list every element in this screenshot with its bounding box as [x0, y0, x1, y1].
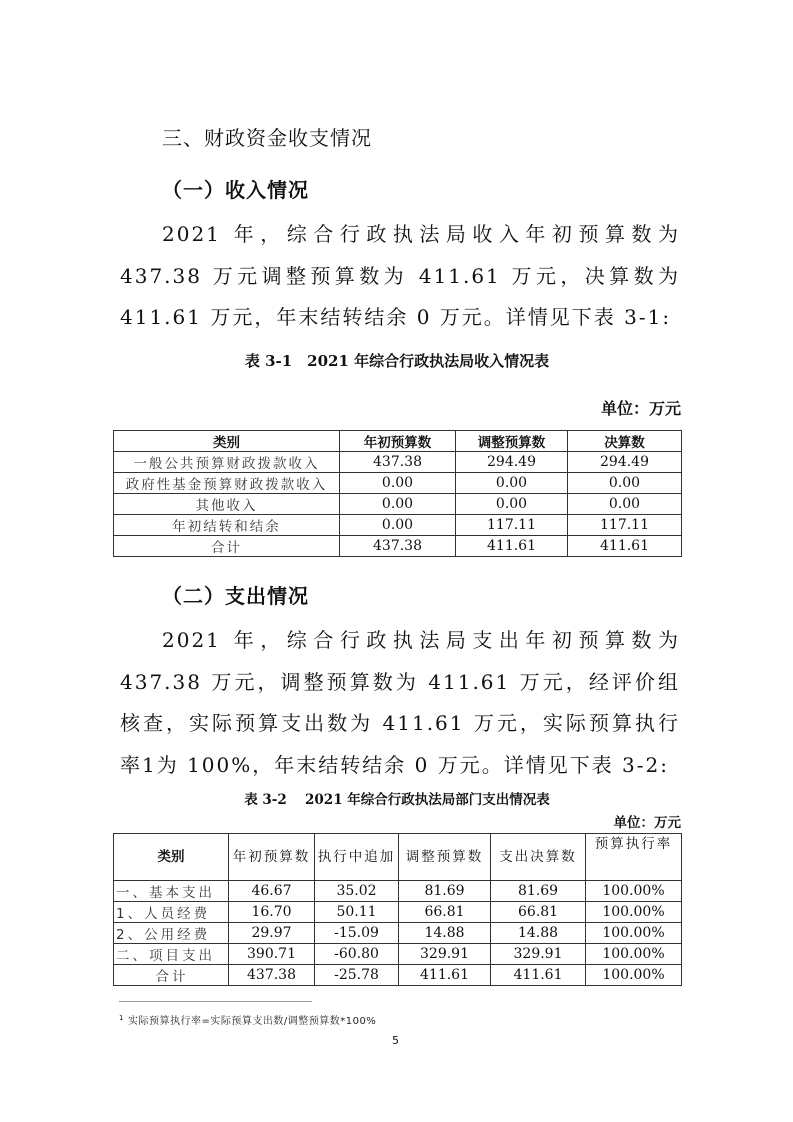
income-heading: （一）收入情况	[162, 178, 309, 202]
cell-value: 411.61	[399, 965, 491, 986]
cell-value: 329.91	[399, 944, 491, 965]
expense-table	[113, 833, 682, 986]
cell-value: 411.61	[491, 965, 586, 986]
col-header-adjusted-budget: 调整预算数	[456, 431, 568, 452]
cell-value: 0.00	[456, 494, 568, 515]
cell-value: 66.81	[491, 902, 586, 923]
cell-value: -25.78	[315, 965, 399, 986]
table-row	[114, 923, 682, 944]
table-row-total	[114, 536, 682, 557]
table-row	[114, 494, 682, 515]
cell-value: -60.80	[315, 944, 399, 965]
cell-value: 50.11	[315, 902, 399, 923]
cell-value: 0.00	[340, 515, 456, 536]
cell-value: 46.67	[229, 881, 315, 902]
cell-value: 0.00	[568, 494, 682, 515]
income-paragraph: 2021 年，综合行政执法局收入年初预算数为 437.38 万元调整预算数为 411.61 万元，决算数为 411.61 万元，年末结转结余 0 万元。详情见下表 3-1:	[120, 222, 680, 329]
footnote-separator	[119, 1001, 312, 1002]
cell-value: 0.00	[456, 473, 568, 494]
table-row	[114, 515, 682, 536]
cell-value: 294.49	[568, 452, 682, 473]
cell-value: 437.38	[229, 965, 315, 986]
cell-value: 294.49	[456, 452, 568, 473]
cell-value: 100.00%	[586, 965, 682, 986]
col-header-initial-budget: 年初预算数	[229, 834, 315, 881]
cell-value: 16.70	[229, 902, 315, 923]
row-label: 一、基本支出	[114, 881, 229, 902]
row-label: 政府性基金预算财政拨款收入	[114, 473, 340, 494]
cell-value: 390.71	[229, 944, 315, 965]
footnote-marker: 1	[119, 1013, 124, 1022]
cell-value: -15.09	[315, 923, 399, 944]
col-header-category: 类别	[114, 431, 340, 452]
table-row	[114, 452, 682, 473]
income-table-caption: 表 3-1 2021 年综合行政执法局收入情况表	[244, 352, 550, 370]
table-row-total	[114, 965, 682, 986]
cell-value: 437.38	[340, 536, 456, 557]
page-number: 5	[392, 1034, 399, 1047]
cell-value: 100.00%	[586, 881, 682, 902]
table-row	[114, 944, 682, 965]
cell-value: 0.00	[340, 494, 456, 515]
table-row	[114, 881, 682, 902]
footnote	[119, 1012, 376, 1027]
cell-value: 0.00	[568, 473, 682, 494]
row-label: 其他收入	[114, 494, 340, 515]
expense-table-header-row	[114, 834, 682, 881]
cell-value: 100.00%	[586, 923, 682, 944]
cell-value: 117.11	[568, 515, 682, 536]
cell-value: 329.91	[491, 944, 586, 965]
income-table-unit: 单位：万元	[600, 399, 681, 418]
col-header-in-year-addition: 执行中追加	[315, 834, 399, 881]
cell-value: 437.38	[340, 452, 456, 473]
income-table	[113, 430, 682, 557]
cell-value: 0.00	[340, 473, 456, 494]
row-label: 合计	[114, 536, 340, 557]
footnote-text: 实际预算执行率=实际预算支出数/调整预算数*100%	[127, 1016, 377, 1027]
row-label: 1、人员经费	[114, 902, 229, 923]
expense-table-unit: 单位：万元	[613, 815, 681, 831]
row-label: 年初结转和结余	[114, 515, 340, 536]
cell-value: 411.61	[456, 536, 568, 557]
cell-value: 81.69	[399, 881, 491, 902]
col-header-initial-budget: 年初预算数	[340, 431, 456, 452]
cell-value: 100.00%	[586, 944, 682, 965]
cell-value: 81.69	[491, 881, 586, 902]
col-header-expense-final: 支出决算数	[491, 834, 586, 881]
cell-value: 117.11	[456, 515, 568, 536]
col-header-final-accounts: 决算数	[568, 431, 682, 452]
table-row	[114, 473, 682, 494]
table-row	[114, 902, 682, 923]
cell-value: 35.02	[315, 881, 399, 902]
col-header-category: 类别	[114, 834, 229, 881]
cell-value: 100.00%	[586, 902, 682, 923]
expense-paragraph: 2021 年，综合行政执法局支出年初预算数为 437.38 万元，调整预算数为 411.61 万元，经评价组核查，实际预算支出数为 411.61 万元，实际预算执行率1为 100%，年末结转结余 0 万元。详情见下表 3-2:	[120, 628, 680, 777]
row-label: 2、公用经费	[114, 923, 229, 944]
cell-value: 14.88	[491, 923, 586, 944]
cell-value: 14.88	[399, 923, 491, 944]
expense-table-caption: 表 3-2 2021 年综合行政执法局部门支出情况表	[244, 792, 550, 808]
cell-value: 411.61	[568, 536, 682, 557]
income-table-header-row	[114, 431, 682, 452]
row-label: 合计	[114, 965, 229, 986]
col-header-execution-rate: 预算执行率	[586, 834, 682, 881]
expense-heading: （二）支出情况	[162, 584, 309, 608]
section-heading: 三、财政资金收支情况	[162, 126, 372, 150]
row-label: 一般公共预算财政拨款收入	[114, 452, 340, 473]
row-label: 二、项目支出	[114, 944, 229, 965]
cell-value: 66.81	[399, 902, 491, 923]
col-header-adjusted-budget: 调整预算数	[399, 834, 491, 881]
cell-value: 29.97	[229, 923, 315, 944]
